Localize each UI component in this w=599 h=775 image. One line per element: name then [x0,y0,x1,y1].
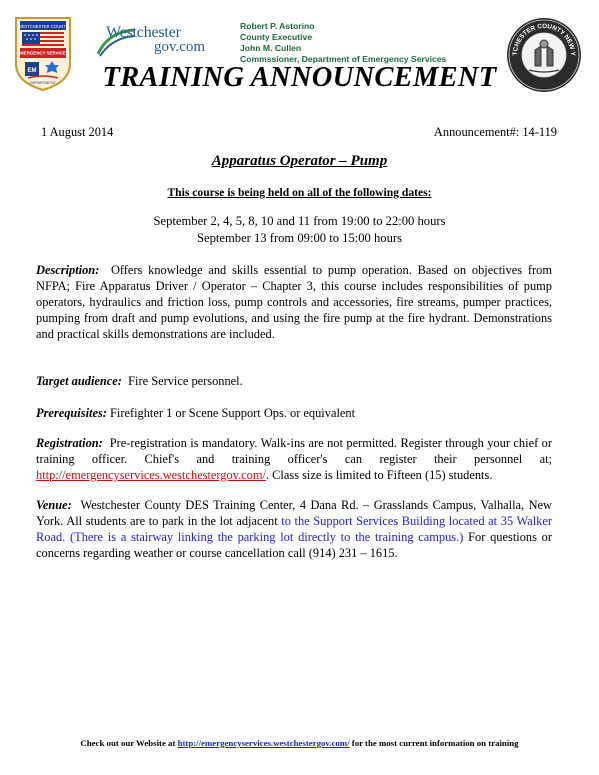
description-section [36,262,552,342]
description-text: Offers knowledge and skills essential to pump operation. Based on objectives from NFPA; Fire Apparatus Driver / Operator – Chapter 3, this course includes responsibilities of pump operators, hydraulics and friction loss, pump controls and accessories, fire streams, pumper practices, pumping from draft and pump evolutions, and using the fire pump at the fire hydrant. Demonstrations and practical skills demonstrations are included. [36,263,552,341]
announcement-number: Announcement#: 14-119 [433,125,557,139]
course-title: Apparatus Operator – Pump [211,153,388,169]
venue-text: Westchester County DES Training Center, 4 Dana Rd. – Grasslands Campus, Valhalla, New York. All students are to park in the lot adjacent [36,498,552,528]
registration-label: Registration: [36,436,103,450]
audience-section [36,373,552,389]
svg-text:WESTCHESTER COUNTY NEW YORK: TCHESTER COUNTY NEW Y [511,22,577,56]
registration-tail: . Class size is limited to Fifteen (15) students. [265,468,493,482]
venue-section [36,497,552,561]
prerequisites-section [36,405,552,421]
audience-text: Fire Service personnel. [128,374,243,388]
date-line: September 2, 4, 5, 8, 10 and 11 from 19:00 to 22:00 hours [153,214,446,228]
prerequisites-text: Firefighter 1 or Scene Support Ops. or equivalent [110,406,356,420]
registration-section [36,435,552,483]
announcement-date: 1 August 2014 [41,125,114,139]
westchestergov-logo [96,24,222,62]
prerequisites-label: Prerequisites: [36,406,107,420]
course-dates [0,213,599,247]
page-title: TRAINING ANNOUNCEMENT [102,62,497,93]
venue-label: Venue: [36,498,72,512]
audience-label: Target audience: [36,374,122,388]
logo-text-westchester: Westchester [106,24,181,41]
official-line: Robert P. Astorino [240,21,315,31]
svg-text:WESTCHESTER COUNTY: WESTCHESTER COUNTY [17,24,69,29]
footer-note [0,738,599,748]
venue-tail: For questions or concerns regarding weather or course cancellation call (914) 231 – 1615. [36,530,552,560]
official-line: John M. Cullen [240,43,302,53]
footer-link[interactable]: http://emergencyservices.westchestergov.com/ [177,738,350,748]
description-label: Description: [36,263,100,277]
logo-text-gov: gov.com [154,39,206,55]
official-line: Commssioner, Department of Emergency Services [240,54,447,64]
officials-block [240,21,446,65]
dates-heading: This course is being held on all of the following dates: [167,186,432,199]
venue-parking-note: to the Support Services Building located at 35 Walker Road. (There is a stairway linking the parking lot directly to the training campus.) [36,514,552,544]
date-line: September 13 from 09:00 to 15:00 hours [197,231,402,245]
svg-text:EM: EM [27,68,37,74]
footer-suffix: for the most current information on training [349,738,519,748]
registration-text: Pre-registration is mandatory. Walk-ins are not permitted. Register through your chief or training officer. Chief's and training officer's can register their personnel at; [36,436,552,466]
registration-link[interactable]: http://emergencyservices.westchestergov.com/ [36,468,266,482]
footer-prefix: Check out our Website at [80,738,178,748]
svg-text:DEPARTMENT: DEPARTMENT [30,81,56,85]
svg-text:EMERGENCY SERVICES: EMERGENCY SERVICES [17,50,69,56]
official-line: County Executive [240,32,313,42]
